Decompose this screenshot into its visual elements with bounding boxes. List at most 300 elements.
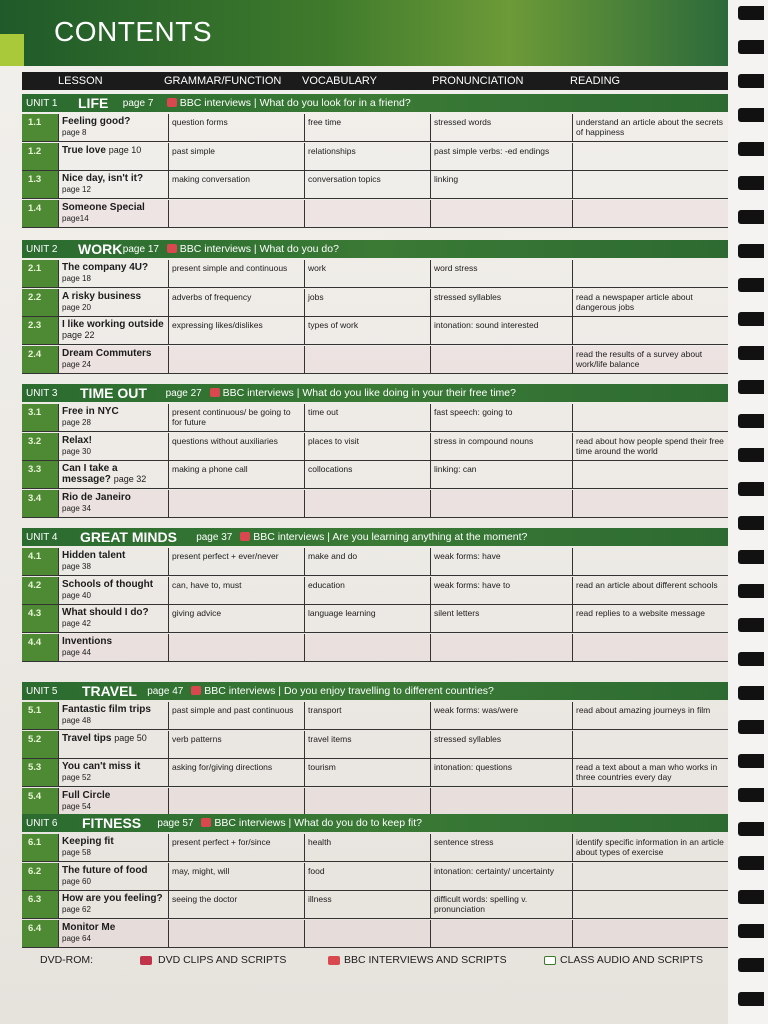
cell-reading [572, 548, 728, 575]
table-row [22, 834, 728, 862]
lesson-cell [58, 346, 168, 373]
col-grammar: GRAMMAR/FUNCTION [164, 75, 282, 87]
table-row [22, 346, 728, 374]
table-row [22, 404, 728, 432]
unit-title: WORK [78, 241, 123, 257]
cell-reading [572, 404, 728, 431]
col-pronunciation: PRONUNCIATION [432, 75, 524, 87]
lesson-number: 5.2 [22, 731, 58, 758]
lesson-title: Full Circle [62, 789, 111, 801]
lesson-title: The future of food [62, 864, 148, 876]
lesson-number: 4.4 [22, 634, 58, 661]
cell-pron: weak forms: was/were [430, 702, 572, 729]
lesson-number: 1.4 [22, 200, 58, 227]
cell-grammar: past simple [168, 143, 304, 170]
cell-reading [572, 788, 728, 815]
separator: | [251, 97, 260, 109]
lesson-title: Free in NYC [62, 406, 119, 417]
lesson-page: page 28 [62, 418, 91, 427]
lesson-number: 5.1 [22, 702, 58, 729]
lesson-number: 2.4 [22, 346, 58, 373]
bbc-icon [210, 388, 220, 397]
cell-pron [430, 200, 572, 227]
cell-vocab: conversation topics [304, 171, 430, 198]
cell-reading [572, 461, 728, 488]
lesson-cell [58, 634, 168, 661]
spiral-ring [738, 278, 764, 292]
table-row [22, 863, 728, 891]
table-row [22, 548, 728, 576]
title-bar [0, 0, 728, 66]
lesson-page: page 18 [62, 274, 91, 283]
cell-pron: fast speech: going to [430, 404, 572, 431]
cell-grammar [168, 346, 304, 373]
spiral-ring [738, 822, 764, 836]
spiral-ring [738, 482, 764, 496]
lesson-title: Feeling good? [62, 116, 131, 127]
spiral-ring [738, 380, 764, 394]
cell-vocab: health [304, 834, 430, 861]
table-row [22, 171, 728, 199]
unit-label: UNIT 3 [26, 388, 58, 399]
cell-grammar: past simple and past continuous [168, 702, 304, 729]
lesson-page: page 58 [62, 848, 91, 857]
lesson-number: 4.3 [22, 605, 58, 632]
cell-pron [430, 634, 572, 661]
table-row [22, 605, 728, 633]
question-text: Are you learning anything at the moment? [332, 531, 528, 543]
cell-reading: read the results of a survey about work/life balance [572, 346, 728, 373]
question-text: What do you look for in a friend? [259, 97, 411, 109]
separator: | [275, 685, 284, 697]
unit-header [22, 682, 728, 700]
footer-label: DVD-ROM: [40, 954, 94, 966]
table-row [22, 577, 728, 605]
lesson-number: 1.2 [22, 143, 58, 170]
lesson-cell [58, 834, 168, 861]
cell-pron: stressed syllables [430, 289, 572, 316]
spiral-ring [738, 992, 764, 1006]
cell-vocab [304, 788, 430, 815]
table-row [22, 317, 728, 345]
bbc-icon [240, 532, 250, 541]
lesson-title: The company 4U? [62, 262, 149, 273]
spiral-ring [738, 890, 764, 904]
table-row [22, 260, 728, 288]
cell-grammar [168, 490, 304, 517]
cell-reading [572, 863, 728, 890]
cell-vocab [304, 200, 430, 227]
unit-page: page 17 [122, 244, 159, 255]
audio-icon [544, 956, 556, 965]
unit-title: TIME OUT [80, 385, 147, 401]
unit-page: page 7 [122, 98, 154, 109]
unit-page: page 37 [196, 532, 233, 543]
lesson-cell [58, 863, 168, 890]
bbc-interviews-label: BBC interviews [214, 817, 286, 829]
lesson-cell [58, 702, 168, 729]
lesson-cell [58, 731, 168, 758]
cell-grammar: present perfect + ever/never [168, 548, 304, 575]
lesson-page: page 38 [62, 562, 91, 571]
unit-label: UNIT 5 [26, 686, 58, 697]
spiral-ring [738, 6, 764, 20]
bbc-icon [328, 956, 340, 965]
lesson-page: page 20 [62, 302, 91, 312]
cell-grammar [168, 788, 304, 815]
lesson-cell [58, 143, 168, 170]
lesson-title: True love [62, 144, 106, 156]
table-row [22, 702, 728, 730]
lesson-page: page 50 [114, 732, 147, 743]
lesson-title: How are you feeling? [62, 893, 163, 904]
cell-reading [572, 171, 728, 198]
cell-pron: intonation: sound interested [430, 317, 572, 344]
unit-page: page 27 [165, 388, 202, 399]
spiral-ring [738, 244, 764, 258]
spiral-ring [738, 720, 764, 734]
footer-item-dvd: DVD CLIPS AND SCRIPTS [158, 954, 287, 966]
spiral-ring [738, 856, 764, 870]
lesson-title: Travel tips [62, 732, 112, 744]
lesson-title: Can I take a message? [62, 463, 118, 485]
lesson-page: page 42 [62, 619, 91, 628]
spiral-ring [738, 788, 764, 802]
spiral-ring [738, 142, 764, 156]
separator: | [285, 817, 295, 829]
lesson-number: 3.1 [22, 404, 58, 431]
lesson-title: Hidden talent [62, 550, 126, 561]
cell-grammar [168, 920, 304, 947]
bbc-icon [201, 818, 211, 827]
cell-vocab: work [304, 260, 430, 287]
lesson-title: You can't miss it [62, 761, 141, 772]
unit-question [180, 97, 411, 109]
lesson-page: page 60 [62, 876, 91, 886]
unit-label: UNIT 6 [26, 818, 58, 829]
lesson-cell [58, 548, 168, 575]
lesson-title: I like working outside [62, 319, 164, 330]
lesson-number: 5.3 [22, 759, 58, 786]
lesson-cell [58, 404, 168, 431]
spiral-ring [738, 74, 764, 88]
cell-vocab: food [304, 863, 430, 890]
lesson-cell [58, 759, 168, 786]
cell-pron: intonation: certainty/ uncertainty [430, 863, 572, 890]
cell-grammar: present perfect + for/since [168, 834, 304, 861]
spiral-ring [738, 618, 764, 632]
unit-title: LIFE [78, 95, 109, 111]
cell-pron: difficult words: spelling v. pronunciation [430, 891, 572, 918]
cell-pron [430, 788, 572, 815]
unit-header [22, 384, 728, 402]
question-text: What do you like doing in your their free time? [302, 387, 516, 399]
title-accent-stripe [0, 34, 24, 66]
spiral-ring [738, 652, 764, 666]
table-row [22, 788, 728, 816]
cell-reading [572, 634, 728, 661]
unit-label: UNIT 4 [26, 532, 58, 543]
cell-vocab: jobs [304, 289, 430, 316]
cell-vocab: tourism [304, 759, 430, 786]
unit-title: TRAVEL [82, 683, 137, 699]
cell-reading [572, 490, 728, 517]
lesson-title: A risky business [62, 290, 142, 302]
lesson-cell [58, 788, 168, 815]
cell-vocab: relationships [304, 143, 430, 170]
spiral-ring [738, 516, 764, 530]
cell-grammar: question forms [168, 114, 304, 141]
spiral-ring [738, 550, 764, 564]
cell-grammar: making a phone call [168, 461, 304, 488]
lesson-number: 3.2 [22, 433, 58, 460]
spiral-binding [728, 0, 768, 1024]
lesson-title: Nice day, isn't it? [62, 173, 144, 184]
lesson-page: page 30 [62, 446, 91, 456]
cell-vocab: types of work [304, 317, 430, 344]
lesson-cell [58, 260, 168, 287]
bbc-interviews-label: BBC interviews [179, 243, 251, 255]
cell-reading: identify specific information in an article about types of exercise [572, 834, 728, 861]
table-row [22, 759, 728, 787]
lesson-title: Relax! [62, 434, 93, 446]
cell-grammar: questions without auxiliaries [168, 433, 304, 460]
cell-vocab: make and do [304, 548, 430, 575]
table-row [22, 433, 728, 461]
spiral-ring [738, 924, 764, 938]
column-header-bar [22, 72, 728, 90]
cell-pron: stressed syllables [430, 731, 572, 758]
unit-question [253, 531, 527, 543]
table-row [22, 289, 728, 317]
cell-grammar: making conversation [168, 171, 304, 198]
table-row [22, 200, 728, 228]
cell-vocab [304, 634, 430, 661]
lesson-cell [58, 171, 168, 198]
spiral-ring [738, 584, 764, 598]
lesson-title: What should I do? [62, 607, 149, 618]
unit-page: page 57 [157, 818, 194, 829]
unit-header [22, 94, 728, 112]
lesson-page: page 12 [62, 185, 91, 194]
lesson-number: 2.2 [22, 289, 58, 316]
cell-vocab: travel items [304, 731, 430, 758]
cell-grammar: may, might, will [168, 863, 304, 890]
cell-pron [430, 346, 572, 373]
cell-pron: linking [430, 171, 572, 198]
cell-vocab [304, 920, 430, 947]
cell-pron: weak forms: have [430, 548, 572, 575]
spiral-ring [738, 448, 764, 462]
lesson-cell [58, 577, 168, 604]
lesson-number: 1.3 [22, 171, 58, 198]
question-text: What do you do to keep fit? [294, 817, 422, 829]
spiral-ring [738, 346, 764, 360]
page-title: CONTENTS [54, 16, 212, 47]
lesson-cell [58, 114, 168, 141]
question-text: Do you enjoy travelling to different countries? [283, 685, 494, 697]
cell-pron: past simple verbs: -ed endings [430, 143, 572, 170]
spiral-ring [738, 176, 764, 190]
cell-grammar: seeing the doctor [168, 891, 304, 918]
cell-grammar: verb patterns [168, 731, 304, 758]
lesson-cell [58, 200, 168, 227]
unit-question [214, 817, 422, 829]
lesson-page: page 40 [62, 590, 91, 600]
unit-question [180, 243, 339, 255]
cell-pron [430, 920, 572, 947]
lesson-number: 6.4 [22, 920, 58, 947]
cell-pron: silent letters [430, 605, 572, 632]
lesson-cell [58, 289, 168, 316]
table-row [22, 490, 728, 518]
lesson-title: Schools of thought [62, 578, 154, 590]
cell-reading: read replies to a website message [572, 605, 728, 632]
table-row [22, 920, 728, 948]
unit-label: UNIT 2 [26, 244, 58, 255]
cell-reading: read a newspaper article about dangerous jobs [572, 289, 728, 316]
cell-reading [572, 200, 728, 227]
unit-title: GREAT MINDS [80, 529, 177, 545]
spiral-ring [738, 108, 764, 122]
cell-vocab [304, 346, 430, 373]
cell-reading [572, 317, 728, 344]
lesson-title: Dream Commuters [62, 347, 152, 359]
cell-grammar: adverbs of frequency [168, 289, 304, 316]
cell-grammar [168, 200, 304, 227]
table-row [22, 891, 728, 919]
bbc-interviews-label: BBC interviews [204, 685, 276, 697]
footer-dvd-rom [40, 954, 720, 970]
lesson-number: 1.1 [22, 114, 58, 141]
unit-question [204, 685, 494, 697]
lesson-number: 6.1 [22, 834, 58, 861]
unit-header [22, 528, 728, 546]
lesson-cell [58, 605, 168, 632]
cell-vocab: places to visit [304, 433, 430, 460]
table-row [22, 114, 728, 142]
unit-page: page 47 [147, 686, 184, 697]
spiral-ring [738, 686, 764, 700]
question-text: What do you do? [259, 243, 339, 255]
col-vocabulary: VOCABULARY [302, 75, 377, 87]
col-reading: READING [570, 75, 621, 87]
cell-reading [572, 143, 728, 170]
cell-pron: sentence stress [430, 834, 572, 861]
lesson-cell [58, 317, 168, 344]
lesson-number: 6.3 [22, 891, 58, 918]
bbc-interviews-label: BBC interviews [222, 387, 294, 399]
cell-reading: read a text about a man who works in three countries every day [572, 759, 728, 786]
unit-header [22, 240, 728, 258]
dvd-icon [140, 956, 152, 965]
table-row [22, 634, 728, 662]
lesson-title: Monitor Me [62, 921, 116, 933]
cell-grammar: expressing likes/dislikes [168, 317, 304, 344]
cell-grammar: asking for/giving directions [168, 759, 304, 786]
unit-title: FITNESS [82, 815, 142, 831]
cell-vocab: education [304, 577, 430, 604]
lesson-number: 3.3 [22, 461, 58, 488]
lesson-cell [58, 433, 168, 460]
cell-grammar: present simple and continuous [168, 260, 304, 287]
cell-reading: read about amazing journeys in film [572, 702, 728, 729]
spiral-ring [738, 754, 764, 768]
lesson-number: 3.4 [22, 490, 58, 517]
separator: | [293, 387, 303, 399]
table-row [22, 143, 728, 171]
cell-pron: word stress [430, 260, 572, 287]
lesson-cell [58, 920, 168, 947]
lesson-page: page 64 [62, 933, 91, 943]
lesson-title: Keeping fit [62, 836, 114, 847]
col-lesson: LESSON [58, 75, 103, 87]
cell-pron: stressed words [430, 114, 572, 141]
cell-vocab: free time [304, 114, 430, 141]
lesson-page: page 44 [62, 647, 91, 657]
cell-pron: stress in compound nouns [430, 433, 572, 460]
cell-grammar: giving advice [168, 605, 304, 632]
cell-reading [572, 731, 728, 758]
bbc-icon [191, 686, 201, 695]
bbc-icon [167, 98, 177, 107]
cell-vocab: transport [304, 702, 430, 729]
footer-item-audio: CLASS AUDIO AND SCRIPTS [560, 954, 703, 966]
lesson-number: 5.4 [22, 788, 58, 815]
cell-grammar: can, have to, must [168, 577, 304, 604]
lesson-number: 4.2 [22, 577, 58, 604]
cell-vocab: collocations [304, 461, 430, 488]
lesson-page: page 32 [113, 474, 147, 484]
lesson-page: page 8 [62, 128, 87, 137]
lesson-cell [58, 891, 168, 918]
table-row [22, 731, 728, 759]
lesson-page: page14 [62, 213, 89, 223]
lesson-title: Fantastic film trips [62, 704, 151, 715]
spiral-ring [738, 40, 764, 54]
lesson-number: 6.2 [22, 863, 58, 890]
cell-reading: read about how people spend their free time around the world [572, 433, 728, 460]
cell-pron: linking: can [430, 461, 572, 488]
lesson-cell [58, 461, 168, 488]
cell-reading: understand an article about the secrets of happiness [572, 114, 728, 141]
cell-reading: read an article about different schools [572, 577, 728, 604]
lesson-title: Someone Special [62, 201, 145, 213]
cell-grammar [168, 634, 304, 661]
cell-reading [572, 891, 728, 918]
cell-vocab: language learning [304, 605, 430, 632]
cell-vocab: illness [304, 891, 430, 918]
bbc-icon [167, 244, 177, 253]
lesson-number: 2.1 [22, 260, 58, 287]
lesson-title: Rio de Janeiro [62, 491, 131, 503]
cell-reading [572, 920, 728, 947]
lesson-page: page 22 [62, 330, 95, 340]
spiral-ring [738, 312, 764, 326]
lesson-page: page 54 [62, 801, 91, 811]
cell-vocab: time out [304, 404, 430, 431]
lesson-number: 2.3 [22, 317, 58, 344]
footer-item-bbc: BBC INTERVIEWS AND SCRIPTS [344, 954, 507, 966]
separator: | [324, 531, 333, 543]
separator: | [251, 243, 260, 255]
cell-pron [430, 490, 572, 517]
cell-vocab [304, 490, 430, 517]
lesson-page: page 24 [62, 359, 91, 369]
lesson-page: page 52 [62, 773, 91, 782]
unit-label: UNIT 1 [26, 98, 58, 109]
spiral-ring [738, 414, 764, 428]
